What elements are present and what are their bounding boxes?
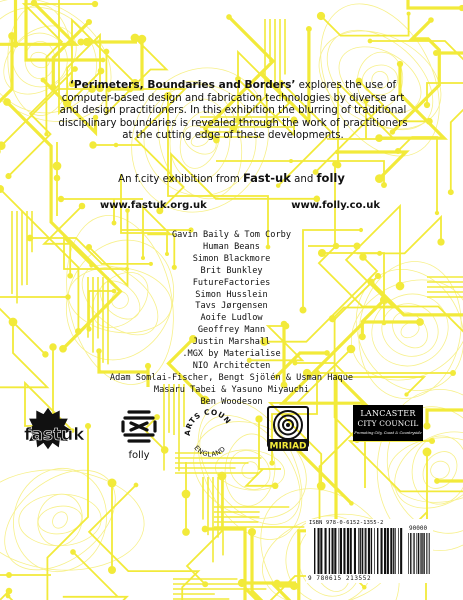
svg-text:ENGLAND <box>192 444 227 458</box>
list-item: Geoffrey Mann <box>197 325 266 336</box>
arts-council-title: ARTS COUN <box>182 407 233 437</box>
list-item: Aoife Ludlow <box>200 313 263 324</box>
list-item: Tavs Jørgensen <box>195 301 268 312</box>
lancaster-city-council-logo <box>353 405 423 441</box>
isbn-barcode <box>306 519 433 583</box>
list-item: FutureFactories <box>192 277 271 288</box>
list-item: Simon Blackmore <box>192 253 271 264</box>
list-item: Justin Marshall <box>192 337 271 348</box>
list-item: Brit Bunkley <box>200 265 263 276</box>
isbn-addon: 90000 <box>409 525 428 532</box>
miriad-logo <box>264 405 312 453</box>
website-links <box>100 200 380 211</box>
list-item: NIO Architecten <box>192 360 271 371</box>
lancaster-subtitle: CITY COUNCIL <box>357 419 419 428</box>
brand-folly: folly <box>316 171 345 185</box>
folly-url[interactable]: www.folly.co.uk <box>291 200 380 211</box>
brand-fastuk: Fast-uk <box>242 171 291 185</box>
arts-council-logo <box>178 402 240 466</box>
barcode-bars <box>306 519 433 583</box>
list-item: .MGX by Materialise <box>182 349 281 360</box>
exhibition-joiner: and <box>290 174 317 185</box>
intro-paragraph <box>58 79 408 143</box>
arts-council-country: ENGLAND <box>192 444 228 459</box>
exhibition-prefix: An f.city exhibition from <box>118 174 243 185</box>
fastuk-logo <box>22 406 96 456</box>
svg-text:ARTS COUNCIL <box>178 402 233 436</box>
barcode-digits: 9 780615 213552 <box>308 575 372 582</box>
folly-wordmark: folly <box>128 450 150 461</box>
list-item: Adam Somlai-Fischer, Bengt Sjölén & Usman Haque <box>109 372 354 383</box>
list-item: Human Beans <box>203 241 260 252</box>
list-item: Simon Husslein <box>195 289 268 300</box>
artist-list <box>60 230 403 409</box>
isbn-label: ISBN 978-0-6152-1355-2 <box>309 520 384 526</box>
exhibition-credit <box>40 171 423 185</box>
list-item: Gavin Baily & Tom Corby <box>172 230 291 240</box>
miriad-wordmark: MIRIAD <box>269 441 307 452</box>
exhibition-title: ‘Perimeters, Boundaries and Borders’ <box>69 79 296 91</box>
lancaster-tagline: Promoting City, Coast & Countryside <box>354 431 422 435</box>
intro-body: explores the use of computer-based design and fabrication technologies by diverse art and design practitioners. In this exhibition the blurring of traditional disciplinary boundaries is revealed through the work of practitioners at the cutting edge of these developments. <box>58 80 408 142</box>
list-item: Ben Woodeson <box>200 396 263 407</box>
folly-logo <box>115 404 163 466</box>
fastuk-url[interactable]: www.fastuk.org.uk <box>100 200 207 211</box>
fastuk-wordmark: fastuk <box>24 425 85 445</box>
list-item: Masaru Tabei & Yasuno Miyauchi <box>153 384 310 395</box>
lancaster-title: LANCASTER <box>360 409 416 418</box>
